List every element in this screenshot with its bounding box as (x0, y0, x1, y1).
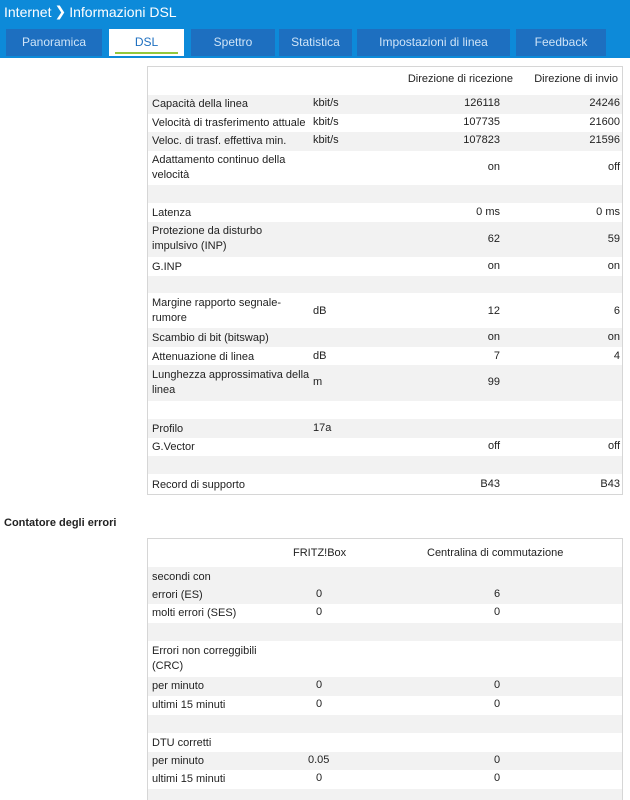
row-unit: dB (313, 305, 327, 317)
row-tx-value: B43 (600, 478, 620, 490)
row-rx-value: on (487, 331, 500, 343)
error-counter-table (147, 538, 623, 800)
row-tx-value: off (607, 440, 620, 452)
top-bar (0, 0, 630, 58)
row-label: Latenza (152, 207, 192, 219)
row-label: G.Vector (152, 441, 195, 453)
tab-impostazioni-di-linea[interactable]: Impostazioni di linea (357, 29, 510, 56)
row-tx-value: 4 (613, 350, 620, 362)
row-tx-value: on (607, 331, 620, 343)
page-title: Informazioni DSL (69, 3, 177, 20)
dsl-info-table (147, 66, 623, 495)
row-label: Attenuazione di linea (152, 351, 255, 363)
row-fritzbox-value: 0 (316, 698, 323, 710)
section-title-error-counter: Contatore degli errori (4, 517, 117, 529)
table-header (148, 539, 622, 567)
row-label: Capacità della linea (152, 98, 249, 110)
row-tx-value: 0 ms (596, 206, 620, 218)
row-tx-value: 24246 (589, 97, 620, 109)
list-item (148, 567, 622, 586)
table-row (148, 257, 622, 276)
table-row (148, 132, 622, 151)
tab-statistica[interactable]: Statistica (279, 29, 352, 56)
row-unit: dB (313, 350, 327, 362)
row-label: Margine rapporto segnale-rumore (152, 297, 282, 324)
row-rx-value: on (487, 161, 500, 173)
tab-feedback[interactable]: Feedback (516, 29, 606, 56)
row-label: molti errori (SES) (152, 607, 237, 619)
row-fritzbox-value: 0 (316, 772, 323, 784)
row-tx-value: on (607, 260, 620, 272)
row-label: secondi con (152, 571, 211, 583)
list-item (148, 696, 622, 715)
row-rx-value: 0 ms (476, 206, 500, 218)
row-label: Lunghezza approssimativa della linea (152, 369, 310, 396)
table-row (148, 95, 622, 114)
list-item (148, 677, 622, 696)
table-row (148, 474, 622, 494)
row-label: Profilo (152, 423, 184, 435)
row-label: DTU corretti (152, 737, 212, 749)
row-label: Protezione da disturbo impulsivo (INP) (152, 225, 263, 252)
breadcrumb-internet[interactable]: Internet (4, 3, 52, 20)
column-header-tx: Direzione di invio (534, 73, 618, 85)
row-rx-value: 7 (493, 350, 500, 362)
row-fritzbox-value: 0.05 (308, 754, 330, 766)
table-row (148, 365, 622, 401)
row-label: errori (ES) (152, 589, 203, 601)
row-label: Record di supporto (152, 479, 245, 491)
row-label: ultimi 15 minuti (152, 699, 226, 711)
row-tx-value: 59 (607, 233, 620, 245)
row-label: per minuto (152, 755, 204, 767)
row-unit: kbit/s (313, 116, 339, 128)
spacer-row (148, 715, 622, 733)
spacer-row (148, 456, 622, 474)
row-rx-value: on (487, 260, 500, 272)
row-rx-value: 99 (487, 376, 500, 388)
list-item (148, 604, 622, 623)
column-header-rx: Direzione di ricezione (407, 73, 513, 85)
list-item (148, 770, 622, 789)
row-centralina-value: 0 (494, 698, 501, 710)
row-label: G.INP (152, 261, 182, 273)
spacer-row (148, 789, 622, 800)
column-header-fritzbox: FRITZ!Box (293, 547, 347, 559)
list-item (148, 641, 622, 677)
row-fritzbox-value: 0 (316, 679, 323, 691)
row-centralina-value: 0 (494, 772, 501, 784)
row-rx-value: 126118 (464, 97, 500, 109)
row-tx-value: 21600 (589, 116, 620, 128)
tab-spettro[interactable]: Spettro (191, 29, 275, 56)
tab-dsl[interactable]: DSL (109, 29, 184, 56)
row-unit: 17a (313, 422, 332, 434)
row-label: Errori non correggibili (CRC) (152, 645, 257, 672)
row-tx-value: 6 (613, 305, 620, 317)
list-item (148, 733, 622, 752)
table-row (148, 438, 622, 456)
chevron-right-icon: ❯ (54, 3, 67, 19)
row-tx-value: off (607, 161, 620, 173)
row-label: per minuto (152, 680, 204, 692)
table-row (148, 419, 622, 438)
list-item (148, 752, 622, 770)
row-unit: kbit/s (313, 97, 339, 109)
row-label: Veloc. di trasf. effettiva min. (152, 135, 287, 147)
row-rx-value: 107735 (463, 116, 500, 128)
row-centralina-value: 0 (494, 754, 501, 766)
table-header (148, 67, 622, 95)
spacer-row (148, 623, 622, 641)
table-row (148, 203, 622, 222)
list-item (148, 586, 622, 604)
row-fritzbox-value: 0 (316, 588, 323, 600)
breadcrumb (4, 3, 177, 20)
row-rx-value: B43 (480, 478, 500, 490)
row-tx-value: 21596 (589, 134, 620, 146)
table-row (148, 114, 622, 132)
table-row (148, 222, 622, 257)
row-centralina-value: 0 (494, 679, 501, 691)
row-label: Scambio di bit (bitswap) (152, 332, 269, 344)
spacer-row (148, 401, 622, 419)
row-centralina-value: 0 (494, 606, 501, 618)
row-rx-value: 12 (487, 305, 500, 317)
table-row (148, 293, 622, 328)
row-unit: m (313, 376, 323, 388)
row-label: ultimi 15 minuti (152, 773, 226, 785)
table-row (148, 347, 622, 365)
row-label: Velocità di trasferimento attuale (152, 117, 306, 129)
spacer-row (148, 276, 622, 293)
row-fritzbox-value: 0 (316, 606, 323, 618)
row-rx-value: 107823 (463, 134, 500, 146)
table-row (148, 151, 622, 185)
table-row (148, 328, 622, 347)
spacer-row (148, 185, 622, 203)
row-rx-value: 62 (487, 233, 500, 245)
row-unit: kbit/s (313, 134, 339, 146)
column-header-centralina: Centralina di commutazione (427, 547, 564, 559)
row-label: Adattamento continuo della velocità (152, 154, 286, 181)
row-rx-value: off (487, 440, 500, 452)
row-centralina-value: 6 (494, 588, 501, 600)
tab-panoramica[interactable]: Panoramica (6, 29, 102, 56)
